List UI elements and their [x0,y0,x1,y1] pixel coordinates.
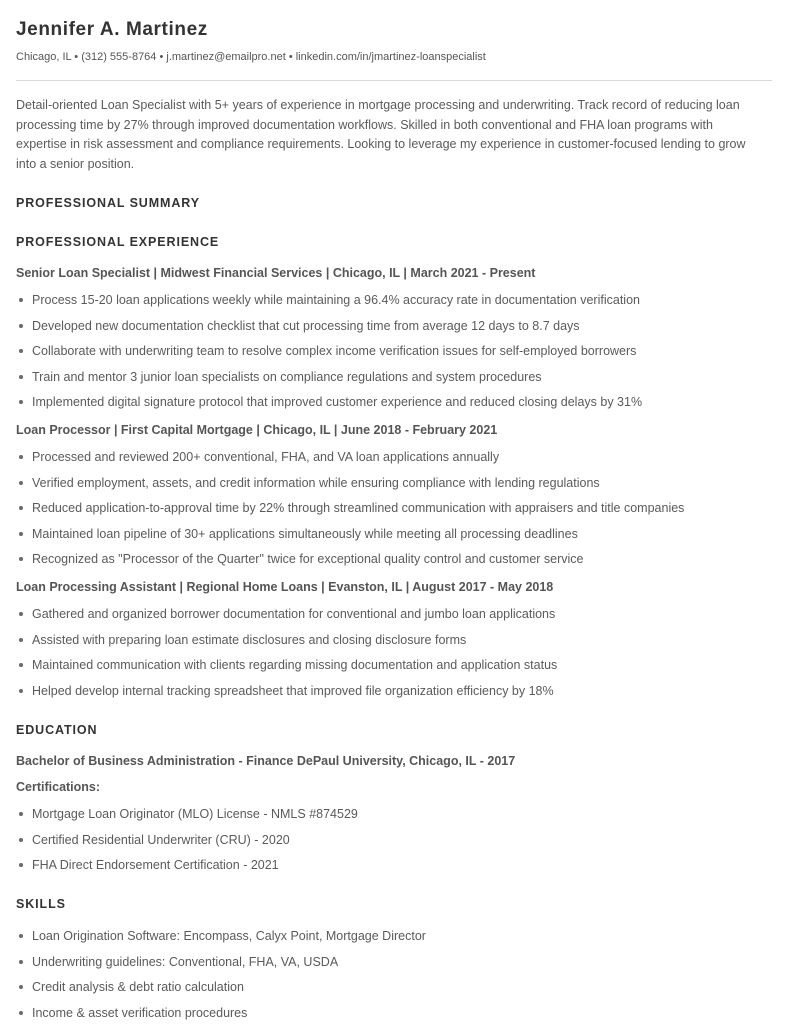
section-title-education: EDUCATION [16,723,98,737]
candidate-name: Jennifer A. Martinez [16,19,208,40]
certifications-label: Certifications: [16,780,101,794]
list-item: Mortgage Loan Originator (MLO) License - NMLS #874529 [16,807,358,833]
list-item: Certified Residential Underwriter (CRU) - 2020 [16,833,358,859]
header-divider [16,80,772,81]
list-item: Gathered and organized borrower documentation for conventional and jumbo loan applications [16,607,557,633]
job-title-loan-processing-assistant: Loan Processing Assistant | Regional Home Loans | Evanston, IL | August 2017 - May 2018 [16,580,554,594]
job-title-senior-loan-specialist: Senior Loan Specialist | Midwest Financial Services | Chicago, IL | March 2021 - Present [16,266,536,280]
list-item: Reduced application-to-approval time by 22% through streamlined communication with appraisers and title companies [16,501,684,527]
list-item: Loan Origination Software: Encompass, Calyx Point, Mortgage Director [16,929,426,955]
list-item: Train and mentor 3 junior loan specialists on compliance regulations and system procedures [16,370,642,396]
list-item: Maintained communication with clients regarding missing documentation and application status [16,658,557,684]
list-item: Verified employment, assets, and credit information while ensuring compliance with lending regulations [16,476,684,502]
job-bullets-loan-processor [16,450,684,578]
section-title-professional-summary: PROFESSIONAL SUMMARY [16,196,200,210]
list-item: Maintained loan pipeline of 30+ applications simultaneously while meeting all processing deadlines [16,527,684,553]
list-item: Implemented digital signature protocol that improved customer experience and reduced closing delays by 31% [16,395,642,421]
job-title-loan-processor: Loan Processor | First Capital Mortgage | Chicago, IL | June 2018 - February 2021 [16,423,498,437]
job-bullets-senior-loan-specialist [16,293,642,421]
section-title-skills: SKILLS [16,897,66,911]
intro-paragraph: Detail-oriented Loan Specialist with 5+ years of experience in mortgage processing and underwriting. Track record of reducing loan processing time by 27% through improved documentation workflows. Skilled in both conventional and FHA loan programs with expertise in risk assessment and compliance requirements. Looking to leverage my experience in customer-focused lending to grow into a senior position. [16,98,746,171]
job-bullets-loan-processing-assistant [16,607,557,709]
education-degree: Bachelor of Business Administration - Finance DePaul University, Chicago, IL - 2017 [16,754,516,768]
list-item: Collaborate with underwriting team to resolve complex income verification issues for self-employed borrowers [16,344,642,370]
list-item: Processed and reviewed 200+ conventional, FHA, and VA loan applications annually [16,450,684,476]
list-item: Income & asset verification procedures [16,1006,426,1031]
list-item: Process 15-20 loan applications weekly while maintaining a 96.4% accuracy rate in documentation verification [16,293,642,319]
list-item: Assisted with preparing loan estimate disclosures and closing disclosure forms [16,633,557,659]
list-item: Credit analysis & debt ratio calculation [16,980,426,1006]
list-item: Recognized as "Processor of the Quarter" twice for exceptional quality control and customer service [16,552,684,578]
list-item: FHA Direct Endorsement Certification - 2021 [16,858,358,884]
list-item: Developed new documentation checklist that cut processing time from average 12 days to 8.7 days [16,319,642,345]
certifications-list [16,807,358,884]
section-title-professional-experience: PROFESSIONAL EXPERIENCE [16,235,220,249]
list-item: Underwriting guidelines: Conventional, FHA, VA, USDA [16,955,426,981]
contact-line: Chicago, IL • (312) 555-8764 • j.martinez@emailpro.net • linkedin.com/in/jmartinez-loanspecialist [16,51,486,63]
skills-list [16,929,426,1031]
list-item: Helped develop internal tracking spreadsheet that improved file organization efficiency by 18% [16,684,557,710]
